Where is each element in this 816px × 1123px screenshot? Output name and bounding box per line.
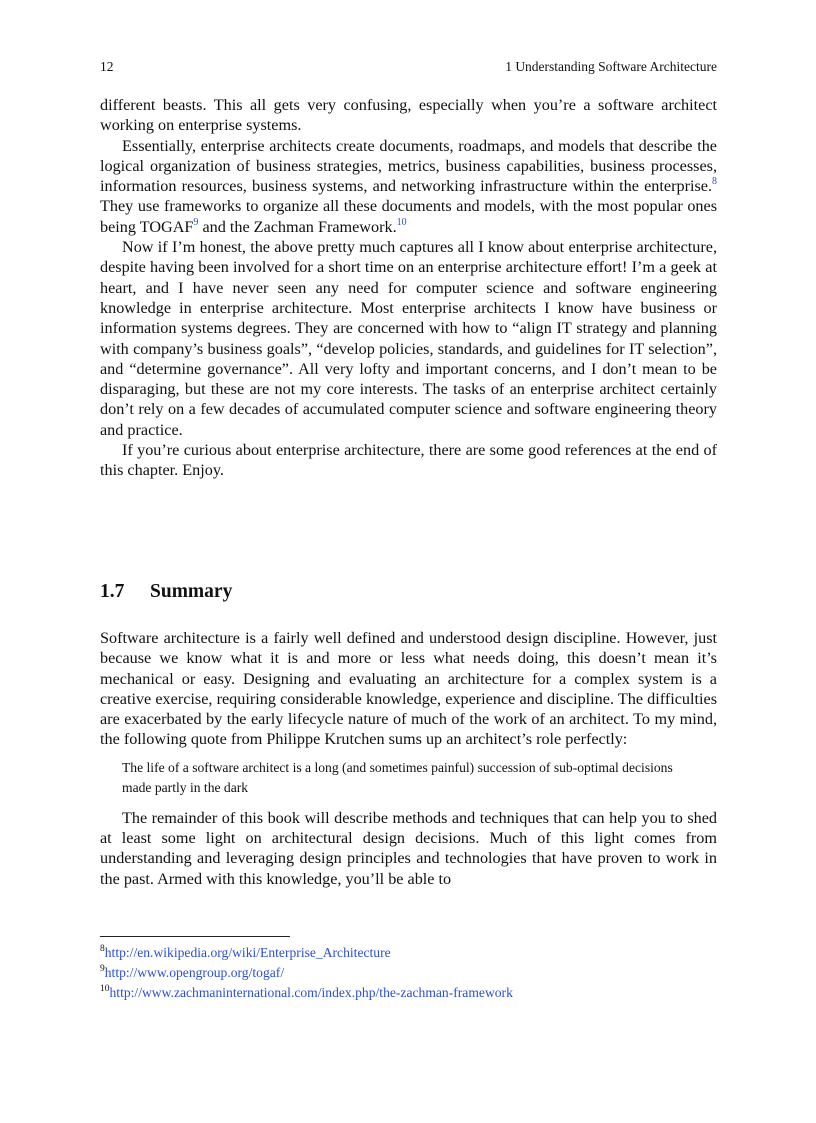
section-heading bbox=[100, 580, 232, 604]
footnote-mark: 8 bbox=[100, 944, 105, 954]
footnote-ref-9[interactable]: 9 bbox=[193, 216, 199, 228]
footnote-item bbox=[100, 963, 717, 983]
paragraph: Now if I’m honest, the above pretty much captures all I know about enterprise architecture, despite having been involved for a short time on an enterprise architecture effort! I’m a geek at heart, and I have never seen any need for computer science and software engineering knowledge in enterprise architecture. Most enterprise architects I know have business or information systems degrees. They are concerned with how to “align IT strategy and planning with company’s business goals”, “develop policies, standards, and guidelines for IT selection”, and “determine governance”. All very lofty and important concerns, and I don’t mean to be disparaging, but these are not my core interests. The tasks of an enterprise architect certainly don’t rely on a few decades of accumulated computer science and software engineering theory and practice. bbox=[100, 238, 717, 439]
footnote-link[interactable]: http://www.zachmaninternational.com/index.php/the-zachman-framework bbox=[109, 985, 513, 1000]
block-quote: The life of a software architect is a long (and sometimes painful) succession of sub-optimal decisions made partly in the dark bbox=[122, 759, 673, 795]
footnote-mark: 10 bbox=[100, 984, 110, 994]
paragraph bbox=[100, 136, 717, 237]
footnote-link[interactable]: http://www.opengroup.org/togaf/ bbox=[104, 965, 285, 980]
paragraph-text: They use frameworks to organize all these documents and models, with the most popular ones being TOGAF bbox=[100, 197, 717, 236]
paragraph-text: Essentially, enterprise architects create documents, roadmaps, and models that describe the logical organization of business strategies, metrics, business capabilities, business processes, information resources, business systems, and networking infrastructure within the enterprise. bbox=[100, 136, 717, 196]
footnote-divider bbox=[100, 936, 290, 937]
paragraph-text: and the Zachman Framework. bbox=[198, 217, 397, 236]
section-title: Summary bbox=[150, 581, 233, 602]
footnotes bbox=[100, 943, 717, 1003]
paragraph: If you’re curious about enterprise architecture, there are some good references at the end of this chapter. Enjoy. bbox=[100, 441, 717, 480]
paragraph: Software architecture is a fairly well defined and understood design discipline. However, just because we know what it is and more or less what needs doing, this doesn’t mean it’s mechanical or easy. Designing and evaluating an architecture for a complex system is a creative exercise, requiring considerable knowledge, experience and discipline. The difficulties are exacerbated by the early lifecycle nature of much of the work of an architect. To my mind, the following quote from Philippe Krutchen sums up an architect’s role perfectly: bbox=[100, 629, 717, 749]
body-text bbox=[100, 95, 717, 481]
chapter-title: 1 Understanding Software Architecture bbox=[505, 59, 717, 74]
footnote-ref-10[interactable]: 10 bbox=[396, 216, 407, 228]
footnote-item bbox=[100, 943, 717, 963]
paragraph: different beasts. This all gets very confusing, especially when you’re a software architect working on enterprise systems. bbox=[100, 96, 717, 135]
paragraph: The remainder of this book will describe methods and techniques that can help you to shed at least some light on architectural design decisions. Much of this light comes from understanding and leveraging design principles and technologies that have proven to work in the past. Armed with this knowledge, you’ll be able to bbox=[100, 808, 717, 888]
section-number: 1.7 bbox=[100, 581, 125, 602]
footnote-ref-8[interactable]: 8 bbox=[712, 176, 717, 188]
summary-text bbox=[100, 628, 717, 889]
footnote-item bbox=[100, 983, 717, 1003]
footnote-mark: 9 bbox=[100, 964, 105, 974]
page-number: 12 bbox=[100, 59, 114, 74]
footnote-link[interactable]: http://en.wikipedia.org/wiki/Enterprise_Architecture bbox=[104, 945, 391, 960]
